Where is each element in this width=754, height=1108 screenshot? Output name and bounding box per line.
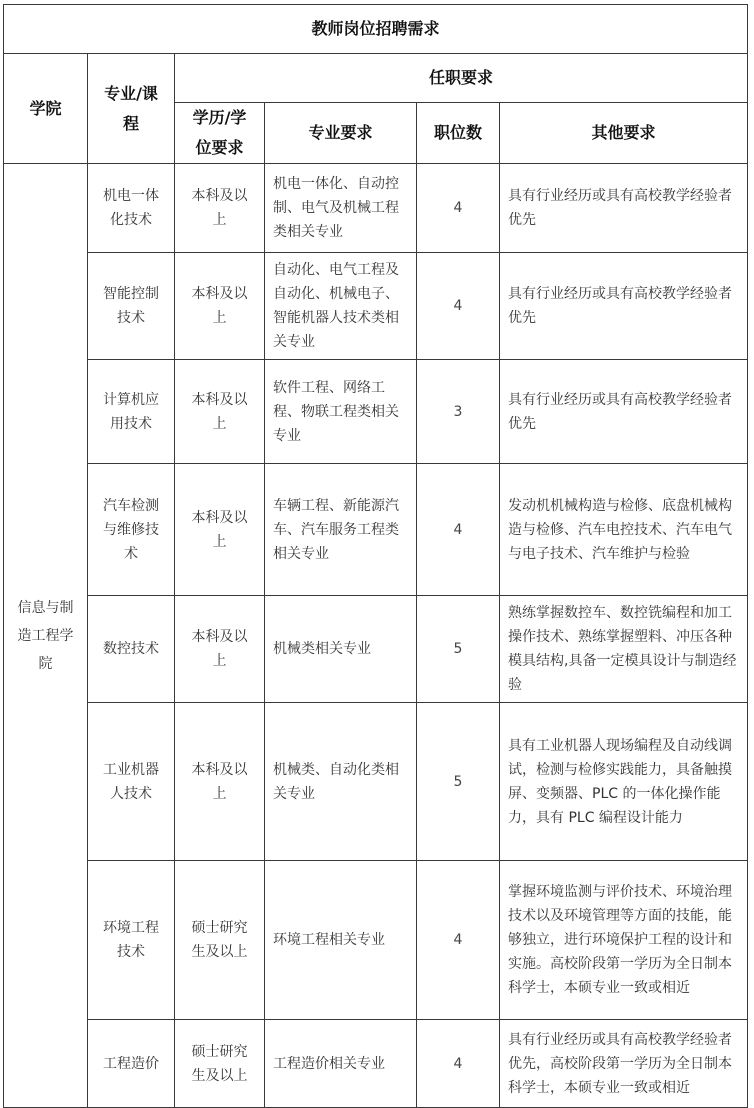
header-major-course: 专业/课程: [88, 54, 175, 164]
table-row: [4, 861, 748, 1020]
positions-cell: 5: [417, 596, 500, 703]
positions-cell: 5: [417, 703, 500, 861]
college-cell: 信息与制造工程学院: [4, 164, 88, 1108]
major-cell: 工业机器人技术: [88, 703, 175, 861]
education-cell: 本科及以上: [175, 360, 265, 464]
education-cell: 硕士研究生及以上: [175, 861, 265, 1020]
positions-cell: 4: [417, 464, 500, 596]
education-cell: 本科及以上: [175, 164, 265, 253]
education-cell: 本科及以上: [175, 253, 265, 360]
other-requirement-cell: 熟练掌握数控车、数控铣编程和加工操作技术、熟练掌握塑料、冲压各种模具结构,具备一定模具设计与制造经验: [500, 596, 748, 703]
education-cell: 本科及以上: [175, 703, 265, 861]
table-row: [4, 596, 748, 703]
major-requirement-cell: 工程造价相关专业: [265, 1020, 417, 1108]
other-requirement-cell: 具有行业经历或具有高校教学经验者优先: [500, 164, 748, 253]
major-cell: 智能控制技术: [88, 253, 175, 360]
table-title: 教师岗位招聘需求: [4, 5, 748, 54]
major-cell: 汽车检测与维修技术: [88, 464, 175, 596]
major-requirement-cell: 环境工程相关专业: [265, 861, 417, 1020]
major-requirement-cell: 机械类相关专业: [265, 596, 417, 703]
recruitment-table: [3, 4, 748, 1108]
other-requirement-cell: 具有行业经历或具有高校教学经验者优先: [500, 253, 748, 360]
header-college: 学院: [4, 54, 88, 164]
major-requirement-cell: 自动化、电气工程及自动化、机械电子、智能机器人技术类相关专业: [265, 253, 417, 360]
major-requirement-cell: 车辆工程、新能源汽车、汽车服务工程类相关专业: [265, 464, 417, 596]
table-row: [4, 360, 748, 464]
major-requirement-cell: 软件工程、网络工程、物联工程类相关专业: [265, 360, 417, 464]
table-row: [4, 703, 748, 861]
positions-cell: 3: [417, 360, 500, 464]
header-other: 其他要求: [500, 103, 748, 164]
positions-cell: 4: [417, 164, 500, 253]
other-requirement-cell: 具有行业经历或具有高校教学经验者优先: [500, 360, 748, 464]
positions-cell: 4: [417, 1020, 500, 1108]
education-cell: 本科及以上: [175, 596, 265, 703]
other-requirement-cell: 掌握环境监测与评价技术、环境治理技术以及环境管理等方面的技能，能够独立，进行环境保护工程的设计和实施。高校阶段第一学历为全日制本科学士，本硕专业一致或相近: [500, 861, 748, 1020]
table-row: [4, 1020, 748, 1108]
header-requirements-group: 任职要求: [175, 54, 748, 103]
header-positions: 职位数: [417, 103, 500, 164]
major-requirement-cell: 机电一体化、自动控制、电气及机械工程类相关专业: [265, 164, 417, 253]
major-cell: 数控技术: [88, 596, 175, 703]
major-cell: 环境工程技术: [88, 861, 175, 1020]
education-cell: 硕士研究生及以上: [175, 1020, 265, 1108]
header-major-requirement: 专业要求: [265, 103, 417, 164]
positions-cell: 4: [417, 253, 500, 360]
other-requirement-cell: 具有行业经历或具有高校教学经验者优先，高校阶段第一学历为全日制本科学士，本硕专业一致或相近: [500, 1020, 748, 1108]
major-requirement-cell: 机械类、自动化类相关专业: [265, 703, 417, 861]
table-row: [4, 464, 748, 596]
positions-cell: 4: [417, 861, 500, 1020]
table-row: [4, 164, 748, 253]
header-education: 学历/学位要求: [175, 103, 265, 164]
major-cell: 机电一体化技术: [88, 164, 175, 253]
major-cell: 计算机应用技术: [88, 360, 175, 464]
major-cell: 工程造价: [88, 1020, 175, 1108]
education-cell: 本科及以上: [175, 464, 265, 596]
other-requirement-cell: 具有工业机器人现场编程及自动线调试，检测与检修实践能力，具备触摸屏、变频器、PLC 的一体化操作能力，具有 PLC 编程设计能力: [500, 703, 748, 861]
other-requirement-cell: 发动机机械构造与检修、底盘机械构造与检修、汽车电控技术、汽车电气与电子技术、汽车维护与检验: [500, 464, 748, 596]
table-row: [4, 253, 748, 360]
